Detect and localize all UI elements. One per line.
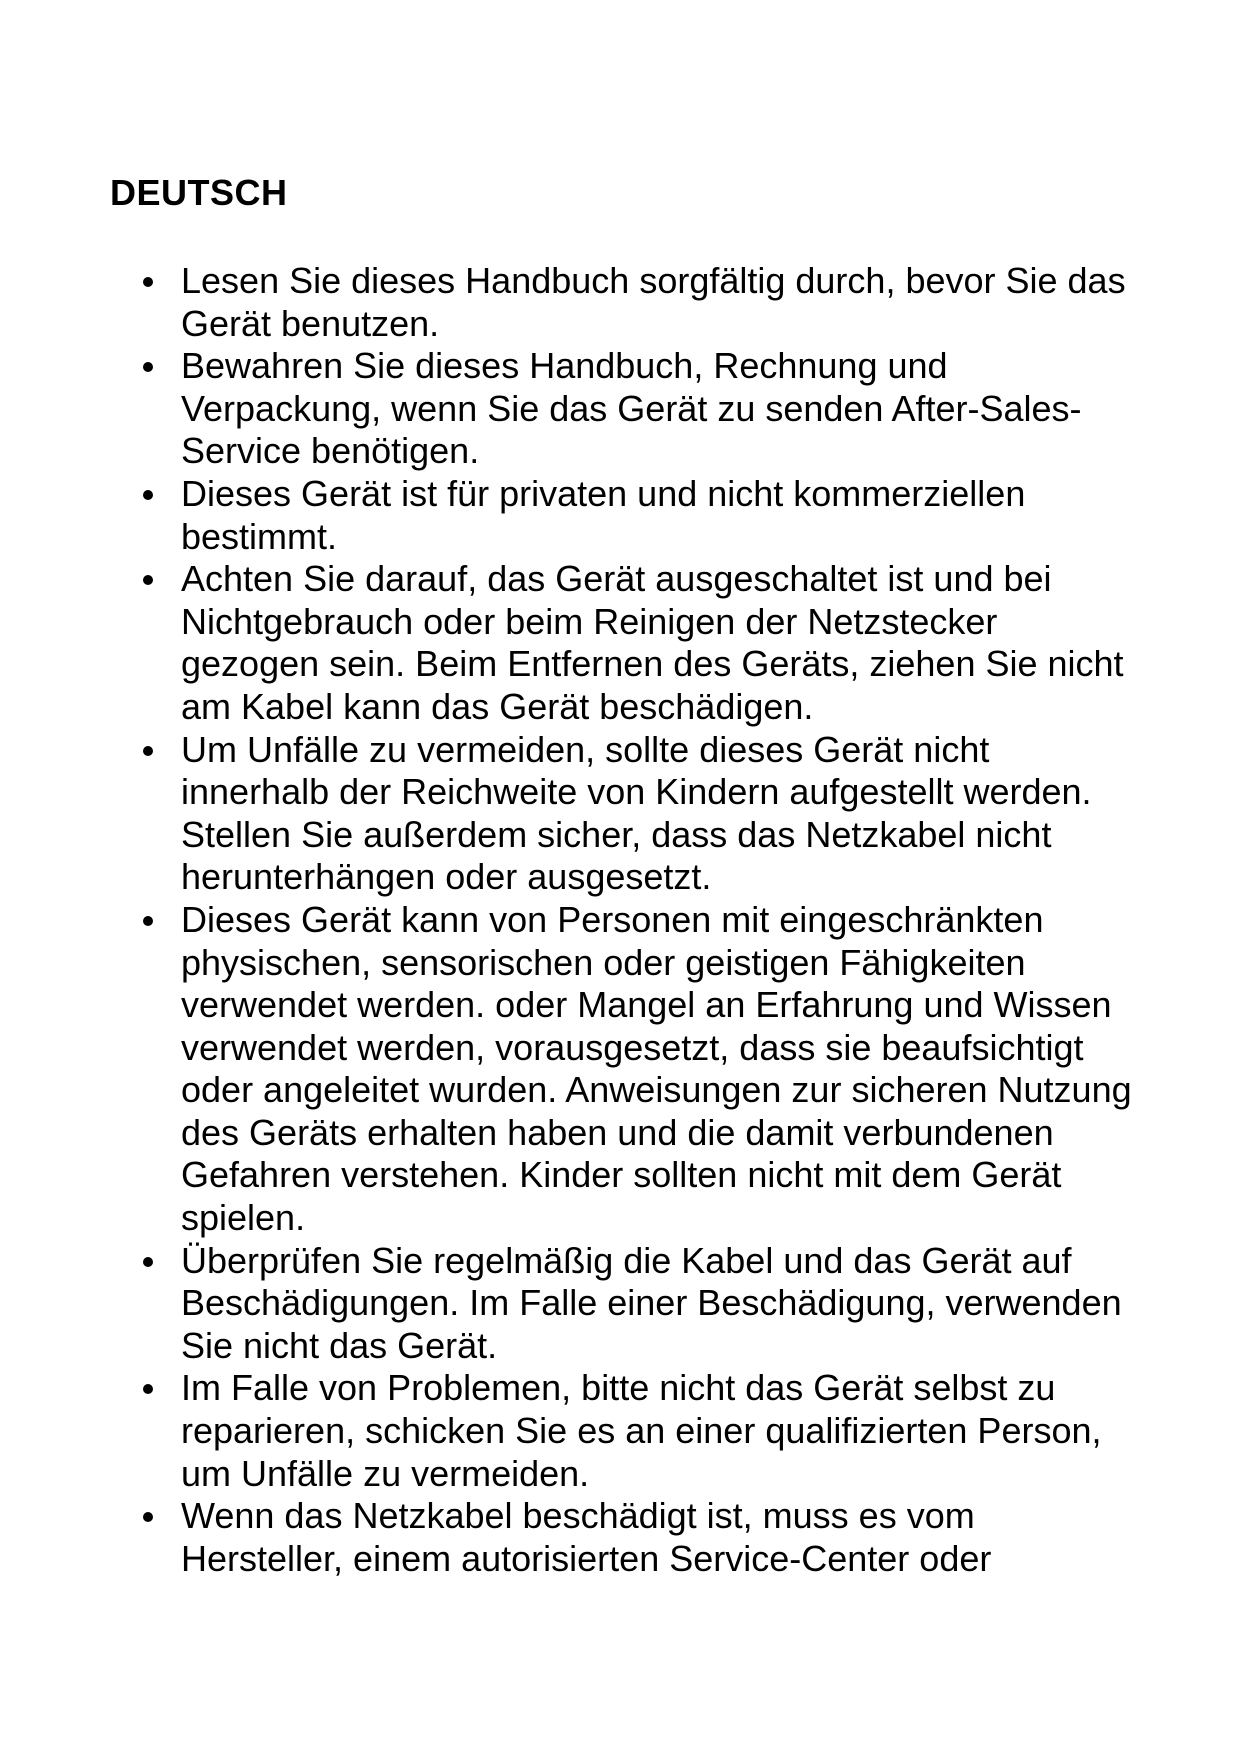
list-item xyxy=(140,260,1140,345)
safety-instructions-list xyxy=(140,260,1140,1580)
list-item-text: Dieses Gerät kann von Personen mit eingeschränkten physischen, sensorischen oder geistigen Fähigkeiten verwendet werden. oder Mangel an Erfahrung und Wissen verwendet werden, vorausgesetzt, dass sie beaufsichtigt oder angeleitet wurden. Anweisungen zur sicheren Nutzung des Geräts erhalten haben und die damit verbundenen Gefahren verstehen. Kinder sollten nicht mit dem Gerät spielen. xyxy=(181,898,1132,1239)
bullet-icon xyxy=(143,916,153,926)
list-item-text: Dieses Gerät ist für privaten und nicht kommerziellen bestimmt. xyxy=(181,472,1026,557)
list-item xyxy=(140,729,1140,899)
list-item xyxy=(140,1240,1140,1368)
list-item-text: Bewahren Sie dieses Handbuch, Rechnung und Verpackung, wenn Sie das Gerät zu senden After-Sales-Service benötigen. xyxy=(181,345,1082,472)
list-item xyxy=(140,558,1140,728)
bullet-icon xyxy=(143,490,153,500)
list-item xyxy=(140,899,1140,1240)
list-item-text: Wenn das Netzkabel beschädigt ist, muss es vom Hersteller, einem autorisierten Service-Center oder xyxy=(181,1495,992,1579)
list-item-text: Um Unfälle zu vermeiden, sollte dieses Gerät nicht innerhalb der Reichweite von Kindern aufgestellt werden. Stellen Sie außerdem sicher, dass das Netzkabel nicht herunterhängen oder ausgesetzt. xyxy=(181,728,1092,898)
list-item xyxy=(140,1495,1140,1580)
page-heading: DEUTSCH xyxy=(110,172,288,213)
list-item-text: Überprüfen Sie regelmäßig die Kabel und das Gerät auf Beschädigungen. Im Falle einer Beschädigung, verwenden Sie nicht das Gerät. xyxy=(181,1239,1122,1366)
list-item xyxy=(140,1367,1140,1495)
bullet-icon xyxy=(143,575,153,585)
bullet-icon xyxy=(143,1512,153,1522)
bullet-icon xyxy=(143,1384,153,1394)
bullet-icon xyxy=(143,277,153,287)
bullet-icon xyxy=(143,1257,153,1267)
bullet-icon xyxy=(143,362,153,372)
list-item-text: Lesen Sie dieses Handbuch sorgfältig durch, bevor Sie das Gerät benutzen. xyxy=(181,260,1126,344)
list-item-text: Im Falle von Problemen, bitte nicht das Gerät selbst zu reparieren, schicken Sie es an einer qualifizierten Person, um Unfälle zu vermeiden. xyxy=(181,1367,1102,1494)
list-item-text: Achten Sie darauf, das Gerät ausgeschaltet ist und bei Nichtgebrauch oder beim Reinigen der Netzstecker gezogen sein. Beim Entfernen des Geräts, ziehen Sie nicht am Kabel kann das Gerät beschädigen. xyxy=(181,558,1124,727)
list-item xyxy=(140,473,1140,558)
list-item xyxy=(140,345,1140,473)
bullet-icon xyxy=(143,746,153,756)
